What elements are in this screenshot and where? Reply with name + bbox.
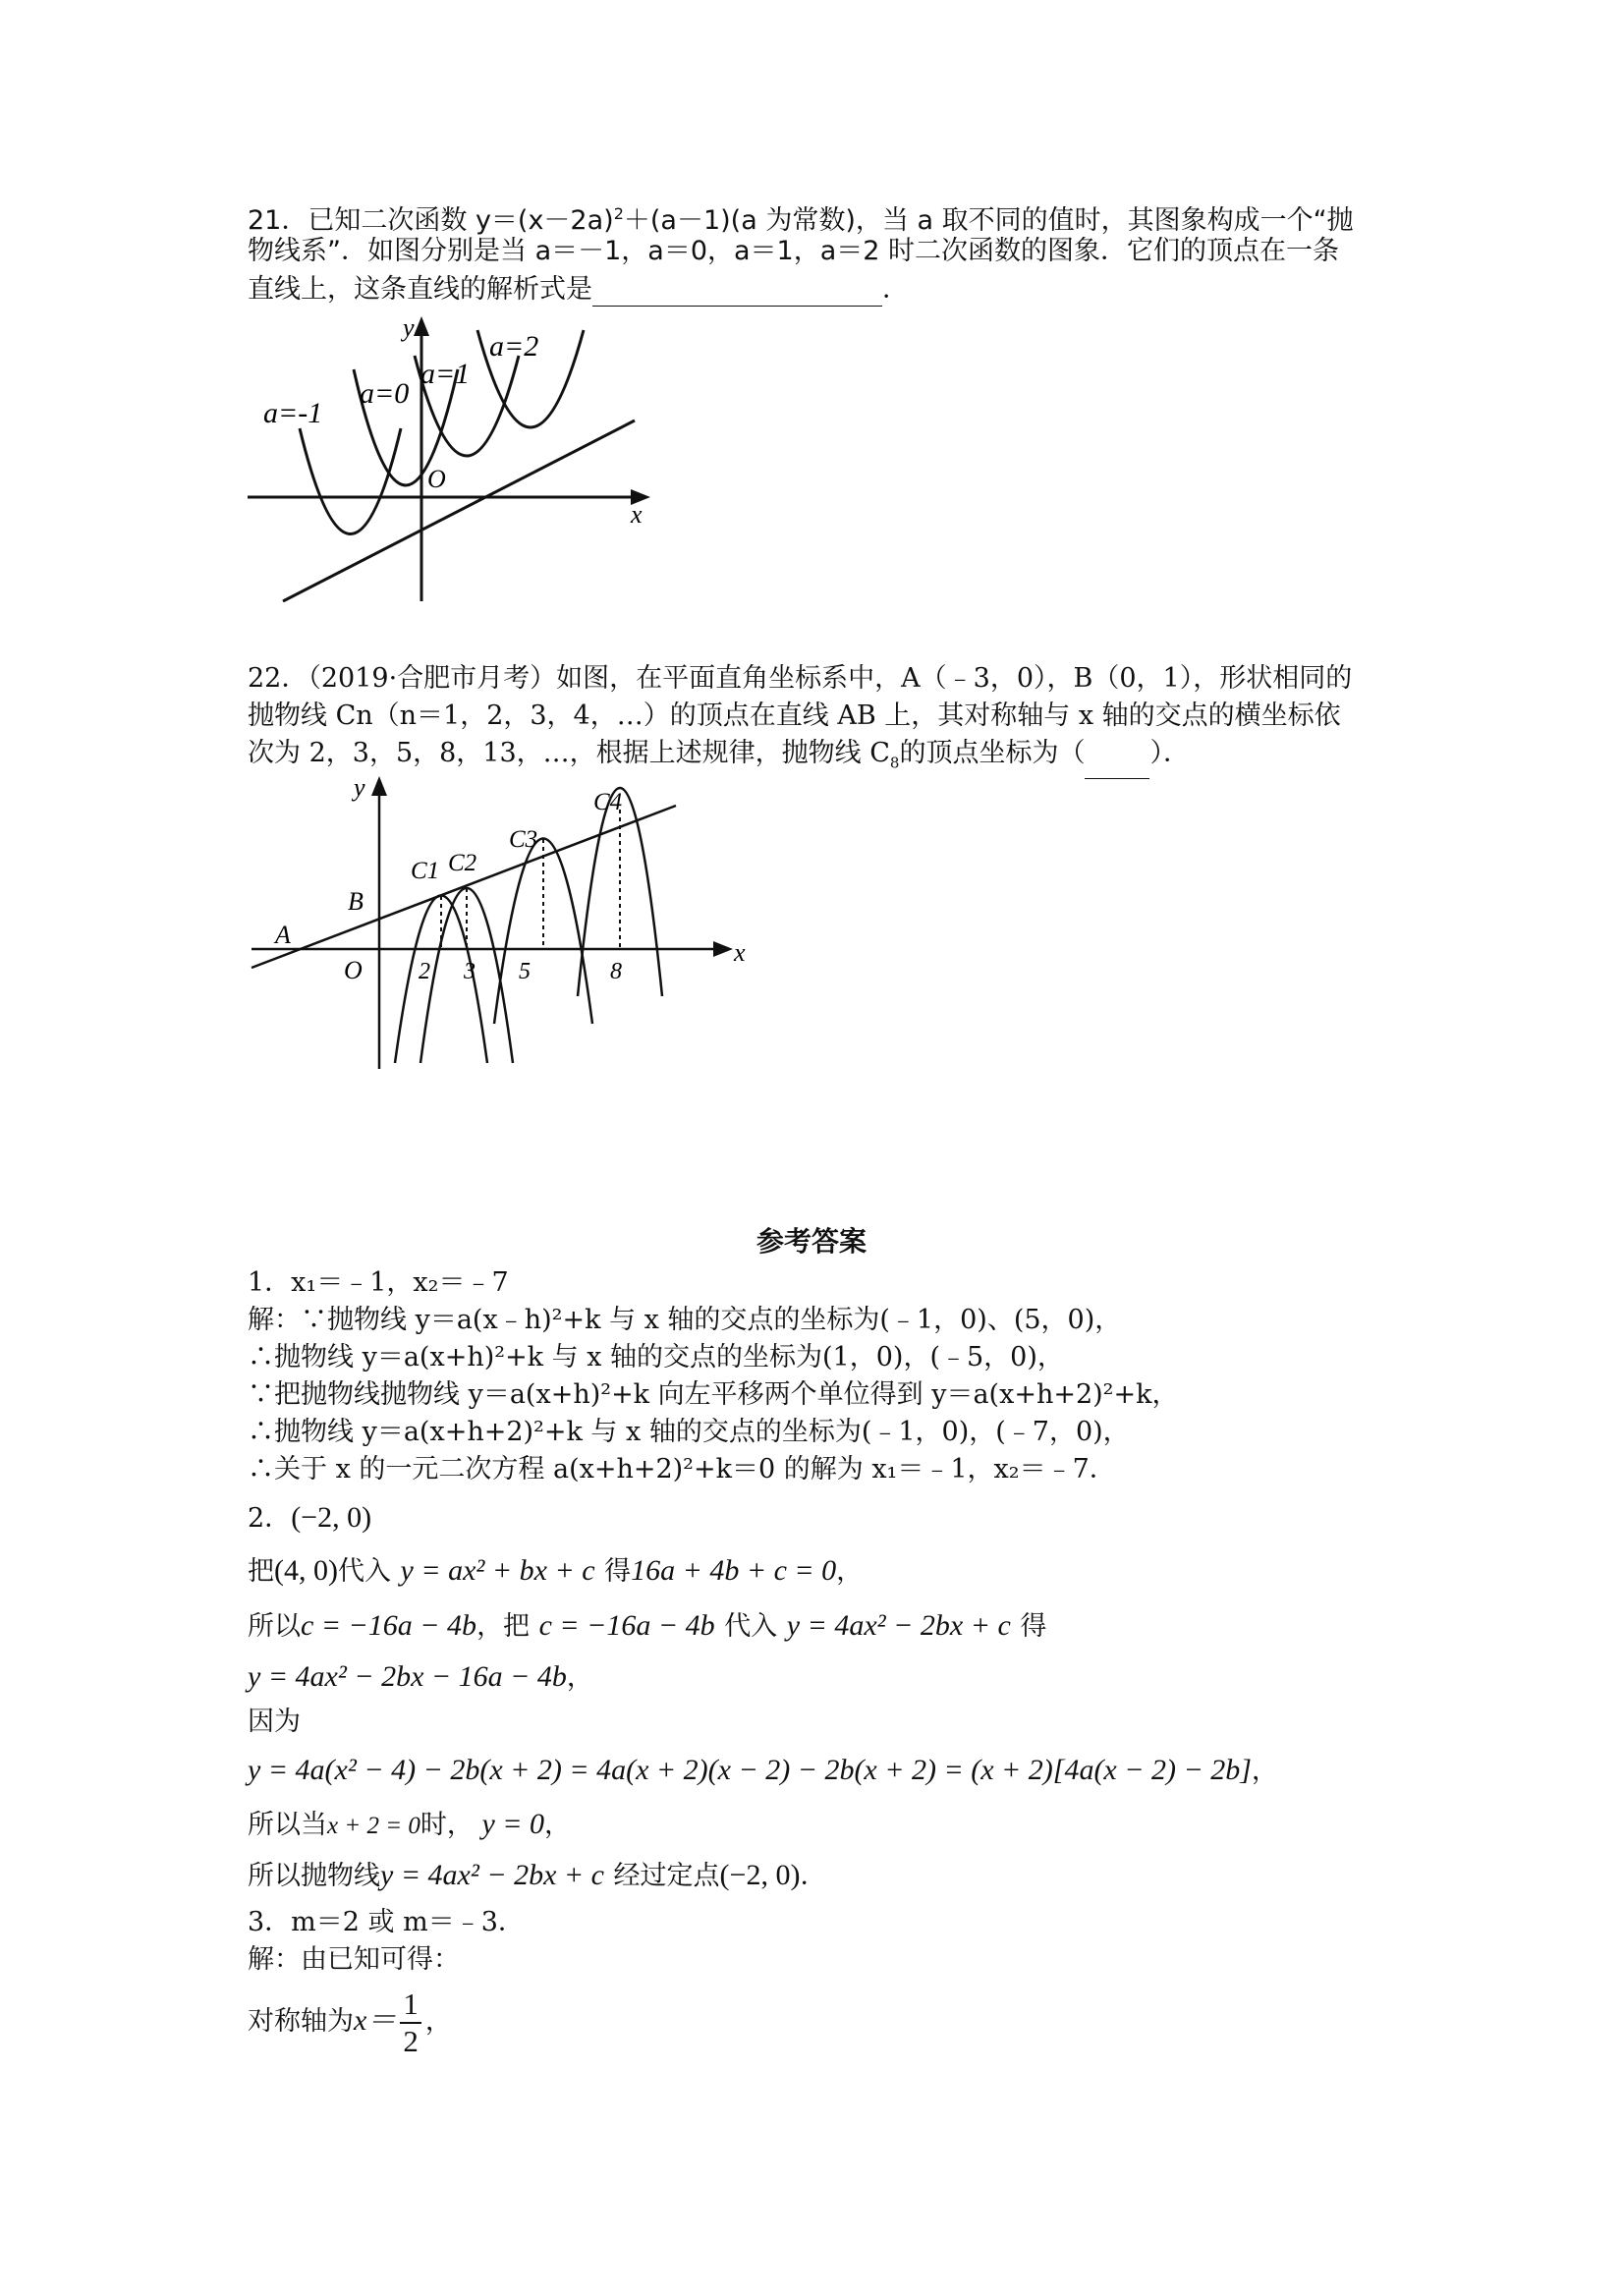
a1-line-2: 解：∵抛物线 y＝a(x﹣h)²+k 与 x 轴的交点的坐标为(﹣1，0)、(5，0)， — [248, 1305, 1122, 1335]
a2-line-8-part-a: 所以抛物线 — [248, 1861, 380, 1891]
q21-label-a-0: a=0 — [360, 377, 410, 410]
q21-line-3-end: ． — [882, 274, 909, 305]
a3-fraction — [400, 1987, 421, 2059]
q21-line-3 — [248, 273, 909, 307]
a2-line-2-part-a: 把 — [248, 1556, 274, 1587]
q21-line-1-part-a: 21．已知二次函数 y＝(x－2a) — [248, 205, 614, 236]
q21-origin-label: O — [427, 465, 446, 493]
a2-line-3-math-function: y = 4ax² − 2bx + c — [786, 1609, 1011, 1642]
q22-line-1: 22．（2019·合肥市月考）如图，在平面直角坐标系中，A（﹣3，0），B（0，1），形状相同的 — [248, 663, 1353, 694]
a2-line-7-part-e: ， — [544, 1810, 571, 1840]
q22-origin-label: O — [344, 956, 363, 984]
a2-line-5: 因为 — [248, 1707, 301, 1737]
a1-line-3: ∴抛物线 y＝a(x+h)²+k 与 x 轴的交点的坐标为(1，0)，(﹣5，0)， — [248, 1342, 1064, 1372]
a2-line-3 — [248, 1607, 1046, 1646]
a2-line-8-math-function: y = 4ax² − 2bx + c — [380, 1859, 604, 1891]
a2-line-7-part-a: 所以当 — [248, 1810, 327, 1840]
a2-line-3-part-c: ，把 — [476, 1611, 531, 1642]
q21-label-a-neg1: a=-1 — [263, 397, 323, 429]
a2-line-6-math: y = 4a(x² − 4) − 2b(x + 2) = 4a(x + 2)(x − 2) − 2b(x + 2) = (x + 2)[4a(x − 2) − 2b] — [248, 1754, 1252, 1786]
a2-line-7-math-condition: x + 2 = 0 — [327, 1813, 420, 1839]
q22-label-c3: C3 — [509, 826, 538, 853]
a3-line-3-part-a: 对称轴为 — [248, 2006, 354, 2037]
q22-label-c2: C2 — [448, 850, 477, 876]
a3-line-3-math-x: x＝ — [354, 2004, 397, 2037]
q22-tick-5: 5 — [519, 959, 531, 984]
a2-line-2-part-g: ， — [836, 1556, 864, 1587]
q22-line-3 — [248, 737, 1190, 779]
a2-line-4-comma: ， — [566, 1662, 593, 1693]
q21-vertex-line — [283, 420, 635, 601]
a2-line-3-part-g: 得 — [1020, 1611, 1047, 1642]
a2-line-8-part-e: ． — [800, 1861, 827, 1891]
q22-answer-blank[interactable] — [1085, 753, 1149, 779]
a3-line-2: 解：由已知可得： — [248, 1944, 460, 1975]
a1-line-6: ∴关于 x 的一元二次方程 a(x+h+2)²+k＝0 的解为 x₁＝﹣1，x₂＝﹣7． — [248, 1454, 1116, 1484]
q22-point-b-label: B — [348, 887, 364, 916]
q21-label-a-1: a=1 — [420, 358, 471, 390]
q21-parabola-a-neg1 — [300, 428, 401, 534]
a2-line-2-math-equation: 16a + 4b + c = 0 — [631, 1554, 837, 1587]
a2-line-3-part-e: 代入 — [724, 1611, 778, 1642]
a2-line-4 — [248, 1658, 593, 1697]
q21-line-1-superscript: 2 — [613, 204, 624, 223]
a3-line-3-comma: ， — [424, 2006, 452, 2037]
a3-line-3 — [248, 1977, 452, 2065]
a2-line-7-math-result: y = 0 — [481, 1808, 544, 1840]
q21-label-a-2: a=2 — [489, 330, 539, 363]
q21-line-1-part-b: ＋(a－1)(a 为常数)，当 a 取不同的值时，其图象构成一个“抛 — [623, 205, 1354, 236]
a2-line-2-math-function: y = ax² + bx + c — [400, 1554, 595, 1587]
a1-line-1: 1．x₁＝﹣1，x₂＝﹣7 — [248, 1267, 509, 1298]
q22-line-ab — [252, 806, 676, 968]
q22-line-3-part-c: ）． — [1149, 738, 1190, 768]
q22-axis-x-label: x — [734, 938, 746, 967]
q21-answer-blank[interactable] — [592, 280, 882, 307]
q22-figure — [246, 776, 756, 1071]
a2-line-2-part-e: 得 — [604, 1556, 632, 1587]
a2-line-2-math-point: (4, 0) — [274, 1554, 338, 1587]
q21-axis-y-label: y — [403, 313, 415, 342]
a2-line-8-part-c: 经过定点 — [613, 1861, 720, 1891]
q22-line-3-subscript: 8 — [889, 754, 900, 772]
q22-tick-8: 8 — [610, 959, 622, 984]
q21-figure — [246, 312, 658, 602]
a3-line-1: 3．m＝2 或 m＝﹣3． — [248, 1907, 525, 1937]
q22-point-a-label: A — [275, 921, 291, 949]
a2-line-7-part-c: 时， — [420, 1810, 474, 1840]
q21-line-2: 物线系”．如图分别是当 a＝－1，a＝0，a＝1，a＝2 时二次函数的图象．它们的顶点在一条 — [248, 236, 1340, 266]
q22-y-axis-arrow-icon — [371, 776, 387, 796]
a2-line-1 — [248, 1499, 371, 1538]
answers-heading: 参考答案 — [756, 1225, 867, 1258]
a1-line-5: ∴抛物线 y＝a(x+h+2)²+k 与 x 轴的交点的坐标为(﹣1，0)，(﹣7，0)， — [248, 1417, 1130, 1447]
q21-line-1 — [248, 197, 1354, 238]
q22-tick-2: 2 — [419, 959, 430, 984]
a2-line-4-math: y = 4ax² − 2bx − 16a − 4b — [248, 1660, 567, 1693]
a2-line-7 — [248, 1806, 571, 1845]
a3-fraction-numerator: 1 — [400, 1987, 421, 2024]
q22-tick-3: 3 — [464, 959, 476, 984]
a2-line-3-math-c1: c = −16a − 4b — [301, 1609, 477, 1642]
a2-line-6 — [248, 1751, 1278, 1791]
a2-line-2-part-c: 代入 — [337, 1556, 391, 1587]
q22-axis-y-label: y — [354, 776, 365, 802]
q21-line-3-text: 直线上，这条直线的解析式是 — [248, 274, 592, 305]
a3-fraction-denominator: 2 — [403, 2023, 419, 2058]
q22-line-3-part-a: 次为 2，3，5，8，13，…，根据上述规律，抛物线 C — [248, 738, 890, 768]
a2-line-2 — [248, 1552, 863, 1591]
a2-number: 2． — [248, 1503, 292, 1534]
q21-axis-x-label: x — [631, 500, 643, 529]
q22-line-3-part-b: 的顶点坐标为（ — [899, 738, 1086, 768]
a2-line-3-part-a: 所以 — [248, 1611, 301, 1642]
a2-line-8 — [248, 1857, 826, 1895]
a2-line-3-math-c2: c = −16a − 4b — [538, 1609, 715, 1642]
q22-x-axis-arrow-icon — [713, 941, 733, 957]
q22-line-2: 抛物线 Cn（n＝1，2，3，4，…）的顶点在直线 AB 上，其对称轴与 x 轴的交点的横坐标依 — [248, 700, 1341, 731]
a2-answer: (−2, 0) — [291, 1501, 372, 1534]
a2-line-6-comma: ， — [1251, 1756, 1278, 1786]
q22-label-c4: C4 — [593, 789, 623, 815]
a1-line-4: ∵把抛物线抛物线 y＝a(x+h)²+k 向左平移两个单位得到 y＝a(x+h+2)²+k， — [248, 1379, 1179, 1410]
a2-line-8-math-point: (−2, 0) — [719, 1859, 801, 1891]
q22-label-c1: C1 — [411, 858, 440, 884]
q21-y-axis-arrow-icon — [414, 316, 429, 336]
